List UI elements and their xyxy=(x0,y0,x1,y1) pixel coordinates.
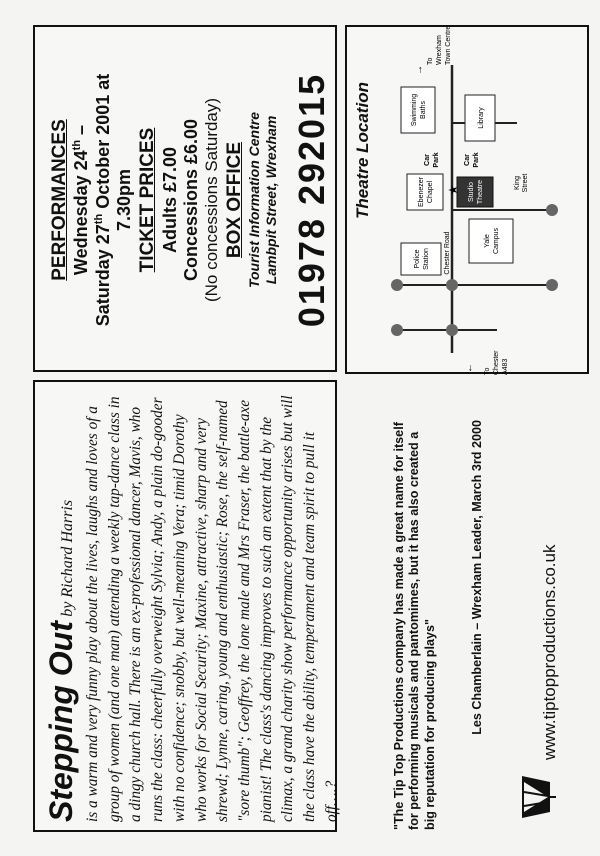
quote-author: Les Chamberlain – Wrexham Leader, March 3rd 2000 xyxy=(470,420,484,735)
svg-text:Chester: Chester xyxy=(493,350,500,375)
library-label: Library xyxy=(478,107,485,129)
play-description-panel xyxy=(33,380,340,832)
website-link[interactable]: www.tiptopproductions.co.uk xyxy=(540,544,559,760)
performances-heading: PERFORMANCES xyxy=(49,119,70,281)
police-label: Police xyxy=(414,249,421,269)
svg-text:Theatre: Theatre xyxy=(477,179,484,205)
play-title-line xyxy=(43,390,80,822)
performance-date-end: Saturday 27th October 2001 at 7.30pm xyxy=(92,73,134,327)
svg-text:Baths: Baths xyxy=(420,101,427,119)
svg-text:Station: Station xyxy=(423,248,430,270)
svg-text:Chapel: Chapel xyxy=(427,180,434,204)
review-quote: "The Tip Top Productions company has made a great name for itself for performing musicals and pantomimes, but it has also created a big reputation for producing plays" xyxy=(392,422,437,830)
svg-text:Wrexham: Wrexham xyxy=(436,35,443,65)
svg-text:Street: Street xyxy=(522,173,529,193)
svg-text:Campus: Campus xyxy=(493,227,500,255)
concession-note: (No concessions Saturday) xyxy=(201,97,221,303)
to-wrexham-label: To xyxy=(427,57,434,65)
yale-label: Yale xyxy=(484,234,491,248)
police-station xyxy=(401,243,441,275)
swimming-baths xyxy=(401,87,435,133)
play-content xyxy=(43,390,340,822)
ticket-prices-heading: TICKET PRICES xyxy=(137,127,159,273)
svg-text:A483: A483 xyxy=(502,358,509,375)
theatre-map xyxy=(377,25,577,375)
swimming-label: Swimming xyxy=(411,93,418,127)
yale-campus xyxy=(469,219,513,263)
tent-icon xyxy=(516,772,556,822)
box-office-line2: Lambpit Street, Wrexham xyxy=(262,115,279,285)
theatre-location-panel xyxy=(345,25,589,374)
box-office-phone[interactable]: 01978 292015 xyxy=(291,72,333,328)
map-title: Theatre Location xyxy=(353,82,372,219)
to-chester-label: To xyxy=(484,367,491,375)
box-office-heading: BOX OFFICE xyxy=(224,141,246,259)
adult-price: Adults £7.00 xyxy=(159,146,180,254)
performances-content xyxy=(49,41,333,359)
play-author: by Richard Harris xyxy=(59,499,76,617)
car-park-label-1: Car xyxy=(424,154,431,166)
arrow-left-icon: ← xyxy=(464,363,475,373)
play-title: Stepping Out xyxy=(43,621,79,822)
ebenezer-label: Ebenezer xyxy=(418,177,425,207)
star-icon: ★ xyxy=(446,184,460,196)
performances-panel xyxy=(33,25,337,372)
svg-text:Park: Park xyxy=(433,152,440,168)
play-description: is a warm and very funny play about the lives, laughs and loves of a group of women (and one man) attending a weekly tap-dance class in a dingy church hall. There is an ex-professional dancer, Mavis, who runs the class: cheerfully overweight Sylvia; Andy, a plain do-gooder with no confidence; snobby, but well-meaning Vera; timid Dorothy who works for Social Security; Maxine, attractive, sharp and very shrewd; Lynne, caring, young and enthusiastic; Rose, the self-named "sore thumb"; Geoffrey, the lone male and Mrs Fraser, the battle-axe pianist! The class's dancing improves to such an extent that by the climax, a grand charity show performance opportunity arises but will the class have the ability, temperament and team spirit to pull it off….? xyxy=(84,395,340,822)
chester-road-label: Chester Road xyxy=(444,231,451,275)
concession-price: Concessions £6.00 xyxy=(180,118,201,282)
studio-label: Studio xyxy=(468,182,475,202)
ebenezer-chapel xyxy=(407,174,443,210)
arrow-right-icon: → xyxy=(414,65,425,75)
studio-theatre xyxy=(457,177,493,207)
svg-text:Town Centre: Town Centre xyxy=(445,25,452,65)
car-park-label-2: Car xyxy=(464,154,471,166)
svg-text:Park: Park xyxy=(473,152,480,168)
box-office-line1: Tourist Information Centre xyxy=(246,111,263,289)
king-street-label: King xyxy=(514,175,521,191)
performance-date-start: Wednesday 24th – xyxy=(71,124,92,276)
